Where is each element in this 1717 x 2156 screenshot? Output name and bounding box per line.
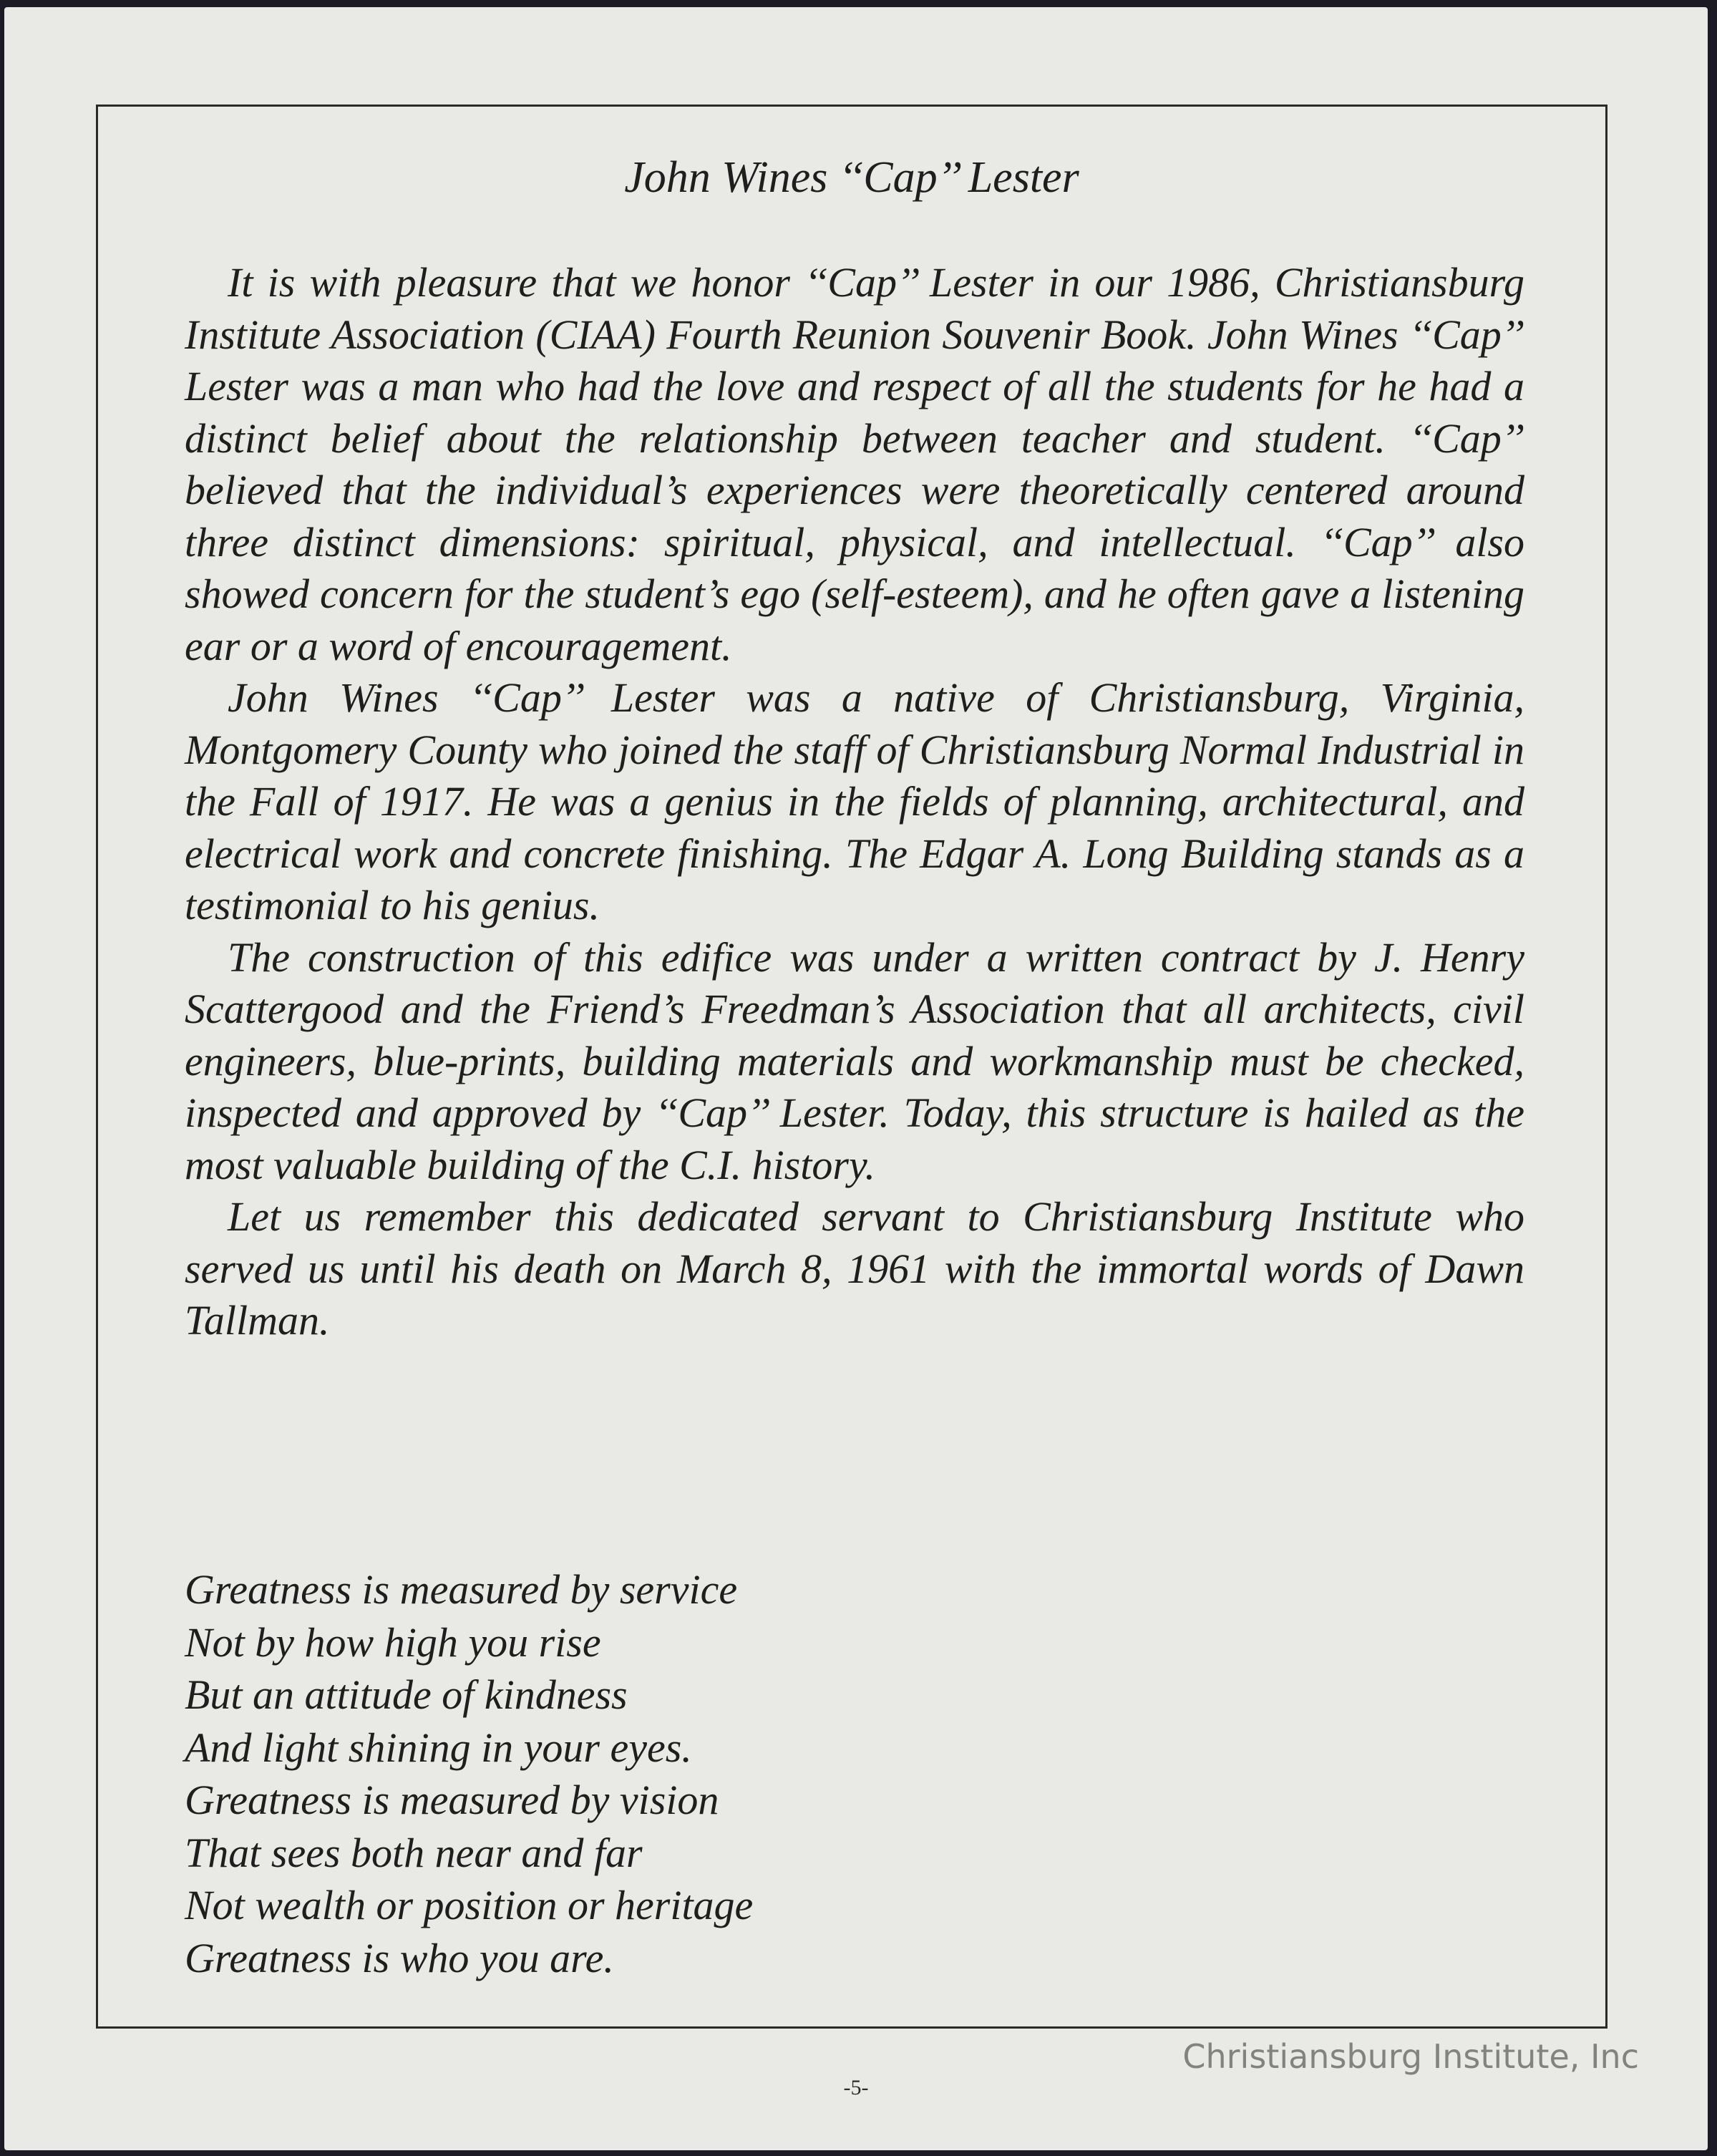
- paragraph-3: The construction of this edifice was under a written contract by J. Henry Scattergood and the Friend’s Freedman’s Association that all architects, civil engineers, blue-prints, building materials and workmanship must be checked, inspected and approved by ‘‘Cap’’ Lester. Today, this structure is hailed as the most valuable building of the C.I. history.: [185, 933, 1524, 1188]
- paragraph-2: John Wines ‘‘Cap’’ Lester was a native of Christiansburg, Virginia, Montgomery County who joined the staff of Christiansburg Normal Industrial in the Fall of 1917. He was a genius in the fields of planning, architectural, and electrical work and concrete finishing. The Edgar A. Long Building stands as a testimonial to his genius.: [185, 674, 1524, 928]
- paragraph-4: Let us remember this dedicated servant to Christiansburg Institute who served us until his death on March 8, 1961 with the immortal words of Dawn Tallman.: [185, 1193, 1524, 1344]
- poem-line: But an attitude of kindness: [185, 1671, 628, 1718]
- paragraph-1: It is with pleasure that we honor ‘‘Cap’’ Lester in our 1986, Christiansburg Institute Association (CIAA) Fourth Reunion Souvenir Book. John Wines ‘‘Cap’’ Lester was a man who had the love and respect of all the students for he had a distinct belief about the relationship between teacher and student. ‘‘Cap’’ believed that the individual’s experiences were theoretically centered around three distinct dimensions: spiritual, physical, and intellectual. ‘‘Cap’’ also showed concern for the student’s ego (self-esteem), and he often gave a listening ear or a word of encouragement.: [185, 259, 1524, 669]
- poem-line: Greatness is measured by service: [185, 1566, 738, 1613]
- article-body: [185, 257, 1524, 1347]
- poem: [185, 1563, 1115, 1984]
- watermark-text: Christiansburg Institute, Inc: [1182, 2037, 1639, 2076]
- document-page: [4, 7, 1708, 2150]
- poem-line: Not by how high you rise: [185, 1618, 601, 1666]
- poem-line: Not wealth or position or heritage: [185, 1882, 754, 1928]
- poem-line: That sees both near and far: [185, 1829, 643, 1876]
- content-border-frame: [96, 105, 1607, 2029]
- poem-line: Greatness is who you are.: [185, 1934, 614, 1981]
- document-title: John Wines ‘‘Cap’’ Lester: [624, 153, 1079, 202]
- poem-line: And light shining in your eyes.: [185, 1724, 692, 1771]
- poem-line: Greatness is measured by vision: [185, 1777, 719, 1823]
- page-number: -5-: [843, 2076, 869, 2099]
